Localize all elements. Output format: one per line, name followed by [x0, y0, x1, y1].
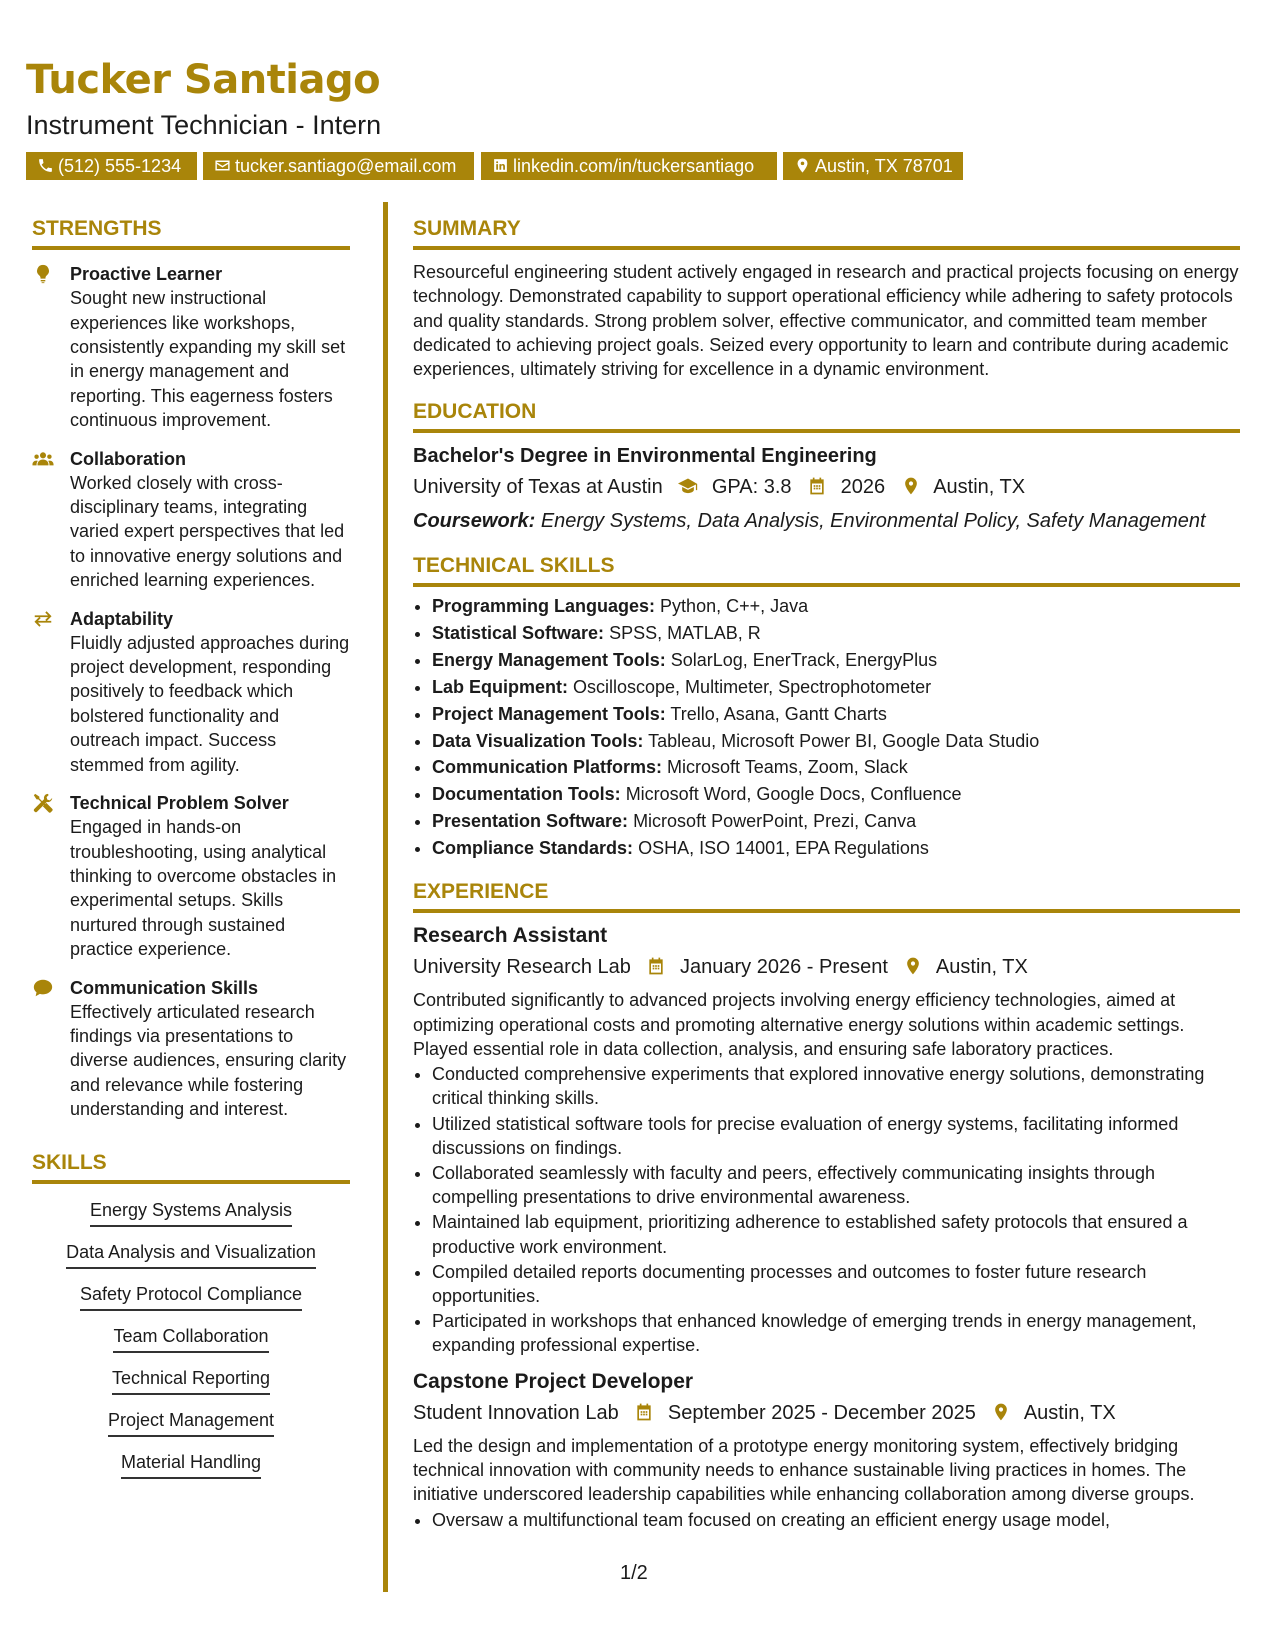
skill-label: Technical Reporting — [112, 1366, 270, 1395]
calendar-icon — [634, 1401, 654, 1431]
strength-title: Proactive Learner — [70, 264, 223, 285]
technical-skill-item — [432, 620, 1240, 647]
experience-section — [413, 879, 1240, 1532]
degree-title: Bachelor's Degree in Environmental Engineering — [413, 444, 877, 467]
job-title: Capstone Project Developer — [413, 1369, 694, 1393]
users-icon — [32, 448, 54, 470]
tech-skill-label: Project Management Tools: — [432, 703, 666, 724]
map-marker-icon — [901, 475, 921, 505]
contact-linkedin[interactable] — [481, 152, 777, 180]
strength-item — [32, 262, 350, 432]
technical-skills-section — [413, 553, 1240, 862]
job-bullet: • Conducted comprehensive experiments that explored innovative energy solutions, demonstrating critical thinking skills. — [432, 1062, 1240, 1110]
tech-skill-value: Microsoft Word, Google Docs, Confluence — [625, 784, 962, 805]
job-meta — [413, 952, 1240, 985]
job-bullet: • Collaborated seamlessly with faculty and peers, effectively communicating insights through compelling presentations to drive environmental awareness. — [432, 1161, 1240, 1209]
column-divider — [383, 202, 388, 1592]
summary-text: Resourceful engineering student actively engaged in research and practical projects focusing on energy technology. Demonstrated capability to support operational efficiency while adhering to safety protocols and quality standards. Strong problem solver, effective communicator, and committed team member dedicated to achieving project goals. Seized every opportunity to learn and contribute during academic experiences, ultimately striving for excellence in a dynamic environment. — [413, 262, 1239, 380]
skill-item — [32, 1240, 350, 1269]
contact-phone[interactable] — [26, 152, 197, 180]
lightbulb-icon — [32, 263, 54, 285]
technical-skill-item — [432, 754, 1240, 781]
map-marker-icon — [991, 1401, 1011, 1431]
strength-title: Adaptability — [70, 608, 174, 629]
strength-item — [32, 976, 350, 1122]
strength-desc: Engaged in hands-on troubleshooting, using analytical thinking to overcome obstacles in experimental setups. Skills nurtured through sustained practice experience. — [70, 817, 337, 960]
map-marker-icon — [903, 955, 923, 985]
job-bullet: • Participated in workshops that enhanced knowledge of emerging trends in energy management, expanding professional expertise. — [432, 1309, 1240, 1357]
technical-skills-heading: TECHNICAL SKILLS — [413, 553, 1240, 587]
tech-skill-label: Presentation Software: — [432, 811, 629, 832]
strength-desc: Worked closely with cross-disciplinary teams, integrating varied expert perspectives that led to innovative energy solutions and enriched learning experiences. — [70, 472, 345, 591]
job-meta — [413, 1398, 1240, 1431]
strengths-heading: STRENGTHS — [32, 216, 350, 250]
tech-skill-label: Compliance Standards: — [432, 838, 634, 859]
strength-item — [32, 791, 350, 961]
tech-skill-value: SPSS, MATLAB, R — [609, 622, 761, 643]
skill-item — [32, 1282, 350, 1311]
strength-title: Technical Problem Solver — [70, 793, 289, 814]
tech-skill-value: SolarLog, EnerTrack, EnergyPlus — [670, 649, 938, 670]
tech-skill-value: Microsoft Teams, Zoom, Slack — [667, 757, 908, 778]
skills-list — [32, 1198, 350, 1479]
job-title: Research Assistant — [413, 924, 608, 948]
job-entry — [413, 1368, 1240, 1532]
technical-skill-item — [432, 593, 1240, 620]
calendar-icon — [807, 475, 827, 505]
phone-icon — [37, 157, 54, 174]
candidate-name: Tucker Santiago — [26, 57, 381, 103]
job-bullet: • Utilized statistical software tools for precise evaluation of energy systems, facilitating informed discussions on findings. — [432, 1112, 1240, 1160]
tech-skill-value: Microsoft PowerPoint, Prezi, Canva — [633, 811, 917, 832]
job-entry — [413, 922, 1240, 1357]
experience-heading: EXPERIENCE — [413, 879, 1240, 913]
skill-label: Energy Systems Analysis — [90, 1198, 292, 1227]
tech-skill-label: Data Visualization Tools: — [432, 730, 644, 751]
tech-skill-label: Statistical Software: — [432, 622, 605, 643]
coursework-label: Coursework: — [413, 509, 536, 532]
job-location: Austin, TX — [935, 956, 1028, 979]
candidate-role: Instrument Technician - Intern — [26, 110, 382, 140]
technical-skills-list — [413, 593, 1240, 862]
technical-skill-item — [432, 674, 1240, 701]
job-description: Contributed significantly to advanced projects involving energy efficiency technologies, aimed at optimizing operational costs and promoting alternative energy solutions within academic settings. Played essential role in data collection, analysis, and ensuring safe laboratory practices. — [413, 990, 1185, 1059]
coursework — [413, 506, 1240, 536]
strength-title: Communication Skills — [70, 977, 259, 998]
job-bullet: • Oversaw a multifunctional team focused on creating an efficient energy usage model, — [432, 1508, 1240, 1532]
skill-label: Safety Protocol Compliance — [80, 1282, 302, 1311]
contact-email[interactable] — [203, 152, 474, 180]
tech-skill-value: Tableau, Microsoft Power BI, Google Data Studio — [648, 730, 1040, 751]
contact-email-text: tucker.santiago@email.com — [235, 156, 457, 176]
strength-title: Collaboration — [70, 448, 186, 469]
skill-item — [32, 1198, 350, 1227]
tools-icon — [32, 792, 54, 814]
job-bullet: • Compiled detailed reports documenting processes and outcomes to foster future research opportunities. — [432, 1260, 1240, 1308]
linkedin-icon — [492, 157, 509, 174]
calendar-icon — [646, 955, 666, 985]
tech-skill-label: Energy Management Tools: — [432, 649, 666, 670]
contact-location[interactable] — [783, 152, 963, 180]
job-org: Student Innovation Lab — [413, 1401, 619, 1424]
graduation-cap-icon — [678, 475, 698, 505]
job-dates: September 2025 - December 2025 — [667, 1401, 976, 1424]
strength-desc: Fluidly adjusted approaches during project development, responding positively to feedback which bolstered functionality and outreach impact. Success stemmed from agility. — [70, 632, 350, 775]
job-bullet: • Maintained lab equipment, prioritizing adherence to established safety protocols that ensured a productive work environment. — [432, 1210, 1240, 1258]
school-name: University of Texas at Austin — [413, 475, 663, 498]
strength-desc: Sought new instructional experiences like workshops, consistently expanding my skill set in energy management and reporting. This eagerness fosters continuous improvement. — [70, 288, 346, 431]
job-dates: January 2026 - Present — [680, 956, 888, 979]
job-bullets — [413, 1062, 1240, 1357]
arrows-exchange-icon — [32, 608, 54, 630]
skill-label: Data Analysis and Visualization — [66, 1240, 316, 1269]
education-section — [413, 399, 1240, 536]
tech-skill-label: Documentation Tools: — [432, 784, 621, 805]
job-org: University Research Lab — [413, 956, 631, 979]
tech-skill-value: Trello, Asana, Gantt Charts — [670, 703, 887, 724]
contact-linkedin-text: linkedin.com/in/tuckersantiago — [513, 156, 755, 176]
skill-label: Team Collaboration — [113, 1324, 268, 1353]
strengths-section — [32, 216, 350, 1122]
summary-heading: SUMMARY — [413, 216, 1240, 250]
skill-label: Material Handling — [121, 1450, 261, 1479]
job-location: Austin, TX — [1023, 1401, 1116, 1424]
skill-label: Project Management — [108, 1408, 274, 1437]
graduation-year: 2026 — [840, 475, 886, 498]
tech-skill-label: Programming Languages: — [432, 596, 656, 617]
technical-skill-item — [432, 647, 1240, 674]
skill-item — [32, 1450, 350, 1479]
job-description: Led the design and implementation of a prototype energy monitoring system, effectively bridging technical innovation with community needs to enhance sustainable living practices in homes. The initiative underscored leadership capabilities while enhancing collaboration among diverse groups. — [413, 1435, 1195, 1505]
skill-item — [32, 1324, 350, 1353]
technical-skill-item — [432, 781, 1240, 808]
tech-skill-label: Communication Platforms: — [432, 757, 663, 778]
page-number: 1/2 — [620, 1562, 648, 1584]
right-column — [413, 216, 1240, 1533]
strength-desc: Effectively articulated research findings via presentations to diverse audiences, ensuring clarity and relevance while fostering understanding and interest. — [70, 1001, 347, 1120]
strength-item — [32, 447, 350, 593]
left-column — [32, 216, 350, 1492]
education-heading: EDUCATION — [413, 399, 1240, 433]
education-meta — [413, 472, 1240, 505]
summary-section — [413, 216, 1240, 382]
education-location: Austin, TX — [933, 475, 1026, 498]
gpa-value: GPA: 3.8 — [711, 475, 792, 498]
technical-skill-item — [432, 701, 1240, 728]
envelope-icon — [214, 157, 231, 174]
skill-item — [32, 1366, 350, 1395]
tech-skill-label: Lab Equipment: — [432, 676, 568, 697]
technical-skill-item — [432, 835, 1240, 862]
skill-item — [32, 1408, 350, 1437]
strength-item — [32, 607, 350, 777]
tech-skill-value: Python, C++, Java — [660, 596, 809, 617]
tech-skill-value: Oscilloscope, Multimeter, Spectrophotometer — [573, 676, 932, 697]
contact-phone-text: (512) 555-1234 — [58, 156, 182, 176]
map-marker-icon — [794, 157, 811, 174]
skills-heading: SKILLS — [32, 1150, 350, 1184]
tech-skill-value: OSHA, ISO 14001, EPA Regulations — [638, 838, 929, 859]
skills-section — [32, 1150, 350, 1479]
technical-skill-item — [432, 808, 1240, 835]
job-bullets — [413, 1508, 1240, 1532]
comment-icon — [32, 977, 54, 999]
coursework-list: Energy Systems, Data Analysis, Environmental Policy, Safety Management — [540, 509, 1206, 532]
technical-skill-item — [432, 728, 1240, 755]
contact-location-text: Austin, TX 78701 — [815, 156, 953, 176]
